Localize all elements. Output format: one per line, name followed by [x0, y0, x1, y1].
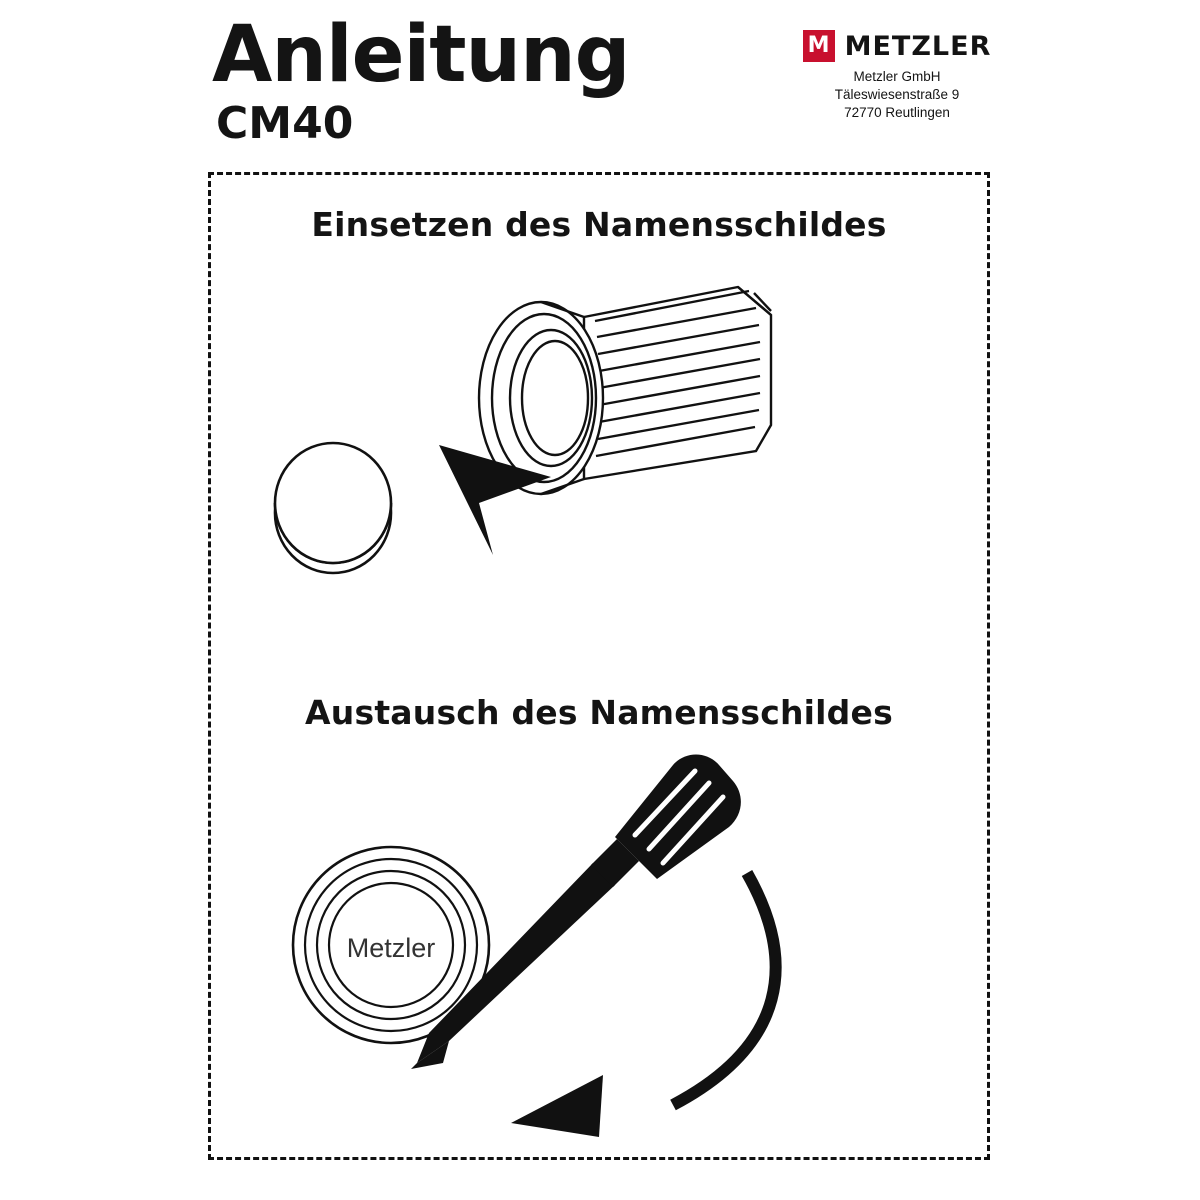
- brand-address: [782, 68, 1012, 123]
- address-line-city: 72770 Reutlingen: [844, 105, 950, 121]
- metzler-mark-icon: M: [803, 30, 835, 62]
- replace-nameplate-illustration: [211, 745, 987, 1155]
- address-line-street: Täleswiesenstraße 9: [834, 87, 960, 103]
- document-header: [0, 0, 1200, 170]
- nameplate-text: Metzler: [346, 933, 436, 963]
- brand-block: [782, 30, 1012, 123]
- nameplate-disc: [275, 443, 391, 573]
- replace-figure-svg: [211, 745, 993, 1155]
- brand-name: METZLER: [844, 30, 992, 62]
- section-heading-insert: Einsetzen des Namensschildes: [311, 205, 887, 244]
- insert-figure-svg: [211, 265, 993, 685]
- title-block: [212, 10, 630, 150]
- address-line-company: Metzler GmbH: [853, 69, 941, 84]
- brand-logo: [782, 30, 1012, 62]
- section-heading-replace: Austausch des Namensschildes: [305, 693, 893, 732]
- model-subtitle: CM40: [216, 98, 354, 150]
- page-title: Anleitung: [212, 10, 630, 100]
- threaded-housing: [479, 287, 771, 494]
- insert-nameplate-illustration: [211, 265, 987, 685]
- instructions-panel: [208, 172, 990, 1160]
